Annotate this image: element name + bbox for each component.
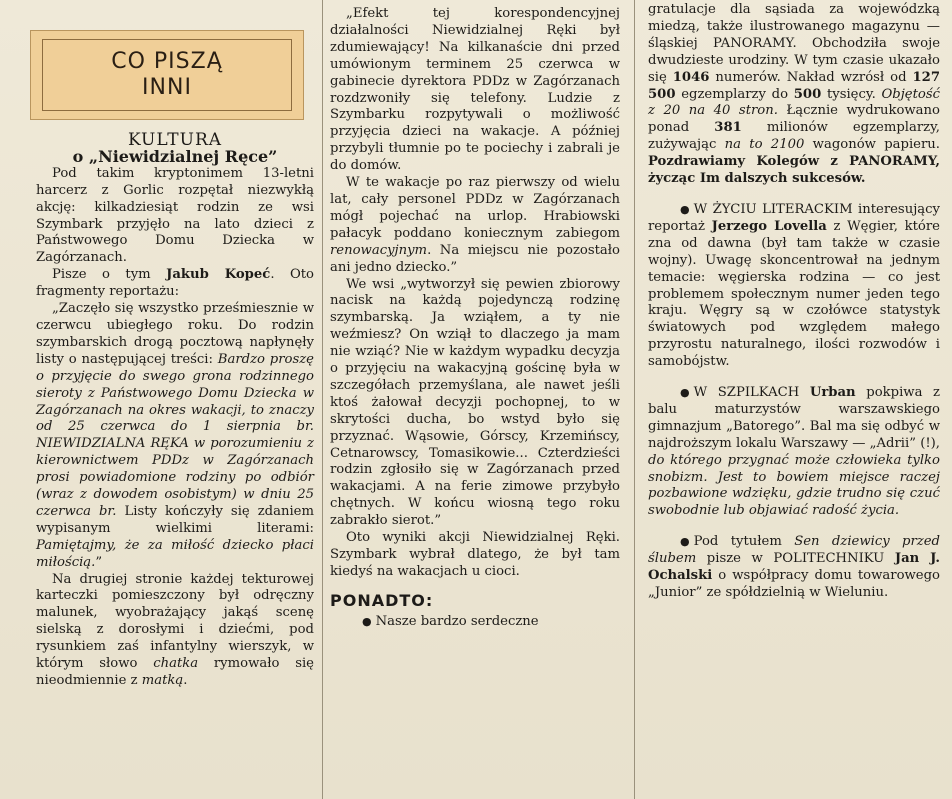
paragraph: ● W ŻYCIU LITERACKIM interesujący reportaż Jerzego Lovella z Węgier, które zna od dawna (był tam także w czasie wojny). Uwagę skoncentrował na jednym temacie: węgierska rodzina — co jest problemem społecznym numer jeden tego kraju. Węgry są w czołówce statystyk światowych pod względem małego przyrostu naturalnego, ilości rozwodów i samobójstw. [648, 201, 940, 370]
ponadto-heading: PONADTO: [330, 590, 434, 610]
section-banner [30, 30, 304, 120]
bullet-icon: ● [362, 614, 372, 628]
banner-line-1: CO PISZĄ [111, 49, 223, 74]
spacer [648, 188, 940, 202]
bullet-icon: ● [680, 202, 690, 216]
bullet-icon: ● [680, 386, 690, 400]
column-3 [648, 2, 940, 602]
banner-frame [42, 39, 292, 111]
column-divider-1 [322, 0, 323, 799]
column-1 [36, 132, 314, 690]
banner-line-2: INNI [142, 75, 192, 100]
paragraph: W te wakacje po raz pierwszy od wielu lat, cały personel PDDz w Zagórzanach mógł pojechać na urlop. Hrabiowski pałacyk poddano koniecznym zabiegom renowacyjnym. Na miejscu nie pozostało ani jedno dziecko.” [330, 175, 620, 275]
paragraph: Pod takim kryptonimem 13-letni harcerz z Gorlic rozpętał niezwykłą akcję: kilkadziesiąt rodzin ze wsi Szymbark przyjęło na lato dzieci z Państwowego Domu Dziecka w Zagórzanach. [36, 165, 314, 266]
spacer [648, 371, 940, 385]
paragraph: gratulacje dla sąsiada za wojewódzką miedzą, także ilustrowanego magazynu — śląskiej PANORAMY. Obchodziła swoje dwudzieste urodziny. W tym czasie ukazało się 1046 numerów. Nakład wzrósł od 127 500 egzemplarzy do 500 tysięcy. Objętość z 20 na 40 stron. Łącznie wydrukowano ponad 381 milionów egzemplarzy, zużywając na to 2100 wagonów papieru. Pozdrawiamy Kolegów z PANORAMY, życząc Im dalszych sukcesów. [648, 2, 940, 187]
column-divider-2 [634, 0, 635, 799]
paragraph: We wsi „wytworzył się pewien zbiorowy nacisk na każdą pojedynczą rodzinę szymbarską. Ja wziąłem, a ty nie weźmiesz? On wziął to dlaczego ja mam nie wziąć? Nie w każdym wypadku decyzja o przyjęciu na wakacyjną gościnę była w szczegółach przemyślana, ale nawet jeśli ktoś żałował decyzji pochopnej, to w skrytości ducha, bo wstyd było się przyznać. Wąsowie, Górscy, Krzemińscy, Cetnarowscy, Tomasikowie... Czterdzieści rodzin zgłosiło się w Zagórzanach przed wakacjami. A na ferie zimowe przybyło chętnych. W końcu wiosną tego roku zabrakło sierot.” [330, 276, 620, 529]
paragraph: Pisze o tym Jakub Kopeć. Oto fragmenty reportażu: [36, 267, 314, 300]
paragraph: Na drugiej stronie każdej tekturowej karteczki pomieszczony był odręczny malunek, wyobrażający jakąś scenę sielską z dorosłymi i dziećmi, pod rysunkiem zaś infantylny wierszyk, w którym słowo chatka rymowało się nieodmiennie z matką. [36, 571, 314, 688]
spacer [648, 520, 940, 534]
section-title: KULTURA [127, 130, 223, 150]
paragraph: ● W SZPILKACH Urban pokpiwa z balu maturzystów warszawskiego gimnazjum „Batorego”. Bal ma się odbyć w najdroższym lokalu Warszawy — „Adrii” (!), do którego przygnać może człowieka tylko snobizm. Jest to bowiem miejsce raczej pozbawione wdzięku, gdzie trudno się czuć swobodnie lub objawiać radość życia. [648, 385, 940, 519]
paragraph: ● Nasze bardzo serdeczne [330, 614, 620, 631]
paragraph: „Zaczęło się wszystko prześmiesznie w czerwcu ubiegłego roku. Do rodzin szymbarskich drogą pocztową napłynęły listy o następującej treści: Bardzo proszę o przyjęcie do swego grona rodzinnego sieroty z Państwowego Domu Dziecka w Zagórzanach na okres wakacji, to znaczy od 25 czerwca do 1 sierpnia br. NIEWIDZIALNA RĘKA w porozumieniu z kierownictwem PDDz w Zagórzanach prosi powiadomione rodziny po odbiór (wraz z dowodem osobistym) w dniu 25 czerwca br. Listy kończyły się zdaniem wypisanym wielkimi literami: Pamiętajmy, że za miłość dziecko płaci miłością.” [36, 301, 314, 570]
author-name: Jakub Kopeć [166, 267, 271, 283]
section-subtitle: o „Niewidzialnej Ręce” [72, 146, 278, 166]
paragraph: „Efekt tej korespondencyjnej działalności Niewidzialnej Ręki był zdumiewający! Na kilkanaście dni przed umówionym terminem 25 czerwca w gabinecie dyrektora PDDz w Zagórzanach rozdzwoniły się telefony. Ludzie z Szymbarku rozpytywali o możliwość przyjęcia dzieci na wakacje. A później przybyli tłumnie po te pociechy i zabrali je do domów. [330, 6, 620, 174]
paragraph: ● Pod tytułem Sen dziewicy przed ślubem pisze w POLITECHNIKU Jan J. Ochalski o współpracy domu towarowego „Junior” ze spółdzielnią w Wieluniu. [648, 534, 940, 600]
paragraph: Oto wyniki akcji Niewidzialnej Ręki. Szymbark wybrał dlatego, że był tam kiedyś na wakacjach u cioci. [330, 530, 620, 579]
column-2 [330, 6, 620, 631]
bullet-icon: ● [680, 535, 690, 549]
